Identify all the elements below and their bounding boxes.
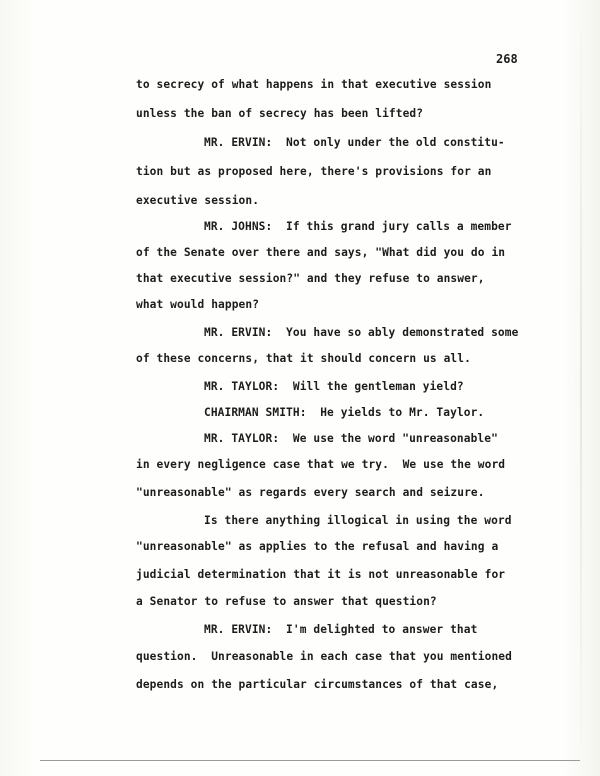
- text-line: MR. ERVIN: I'm delighted to answer that: [204, 623, 478, 636]
- text-line: MR. ERVIN: You have so ably demonstrated some: [204, 326, 519, 339]
- text-line: in every negligence case that we try. We use the word: [136, 458, 506, 471]
- text-line: Is there anything illogical in using the word: [204, 514, 512, 527]
- text-line: a Senator to refuse to answer that question?: [136, 595, 437, 608]
- text-line: question. Unreasonable in each case that you mentioned: [136, 650, 512, 663]
- text-line: to secrecy of what happens in that executive session: [136, 78, 492, 91]
- text-line: MR. TAYLOR: Will the gentleman yield?: [204, 380, 464, 393]
- text-line: of the Senate over there and says, "What did you do in: [136, 246, 506, 259]
- text-line: "unreasonable" as applies to the refusal and having a: [136, 540, 499, 553]
- text-line: that executive session?" and they refuse to answer,: [136, 272, 485, 285]
- text-line: tion but as proposed here, there's provisions for an: [136, 165, 492, 178]
- text-line: depends on the particular circumstances of that case,: [136, 678, 499, 691]
- text-line: CHAIRMAN SMITH: He yields to Mr. Taylor.: [204, 406, 485, 419]
- text-line: MR. ERVIN: Not only under the old constitu-: [204, 136, 505, 149]
- bottom-rule: [40, 760, 580, 761]
- text-line: executive session.: [136, 194, 260, 207]
- text-line: judicial determination that it is not unreasonable for: [136, 568, 506, 581]
- text-line: MR. TAYLOR: We use the word "unreasonable": [204, 432, 498, 445]
- text-line: of these concerns, that it should concern us all.: [136, 352, 471, 365]
- page-number: 268: [496, 52, 518, 66]
- text-line: MR. JOHNS: If this grand jury calls a member: [204, 220, 512, 233]
- text-line: "unreasonable" as regards every search and seizure.: [136, 486, 485, 499]
- text-line: what would happen?: [136, 298, 260, 311]
- page-edge-shadow: [580, 0, 582, 776]
- text-line: unless the ban of secrecy has been lifted?: [136, 107, 424, 120]
